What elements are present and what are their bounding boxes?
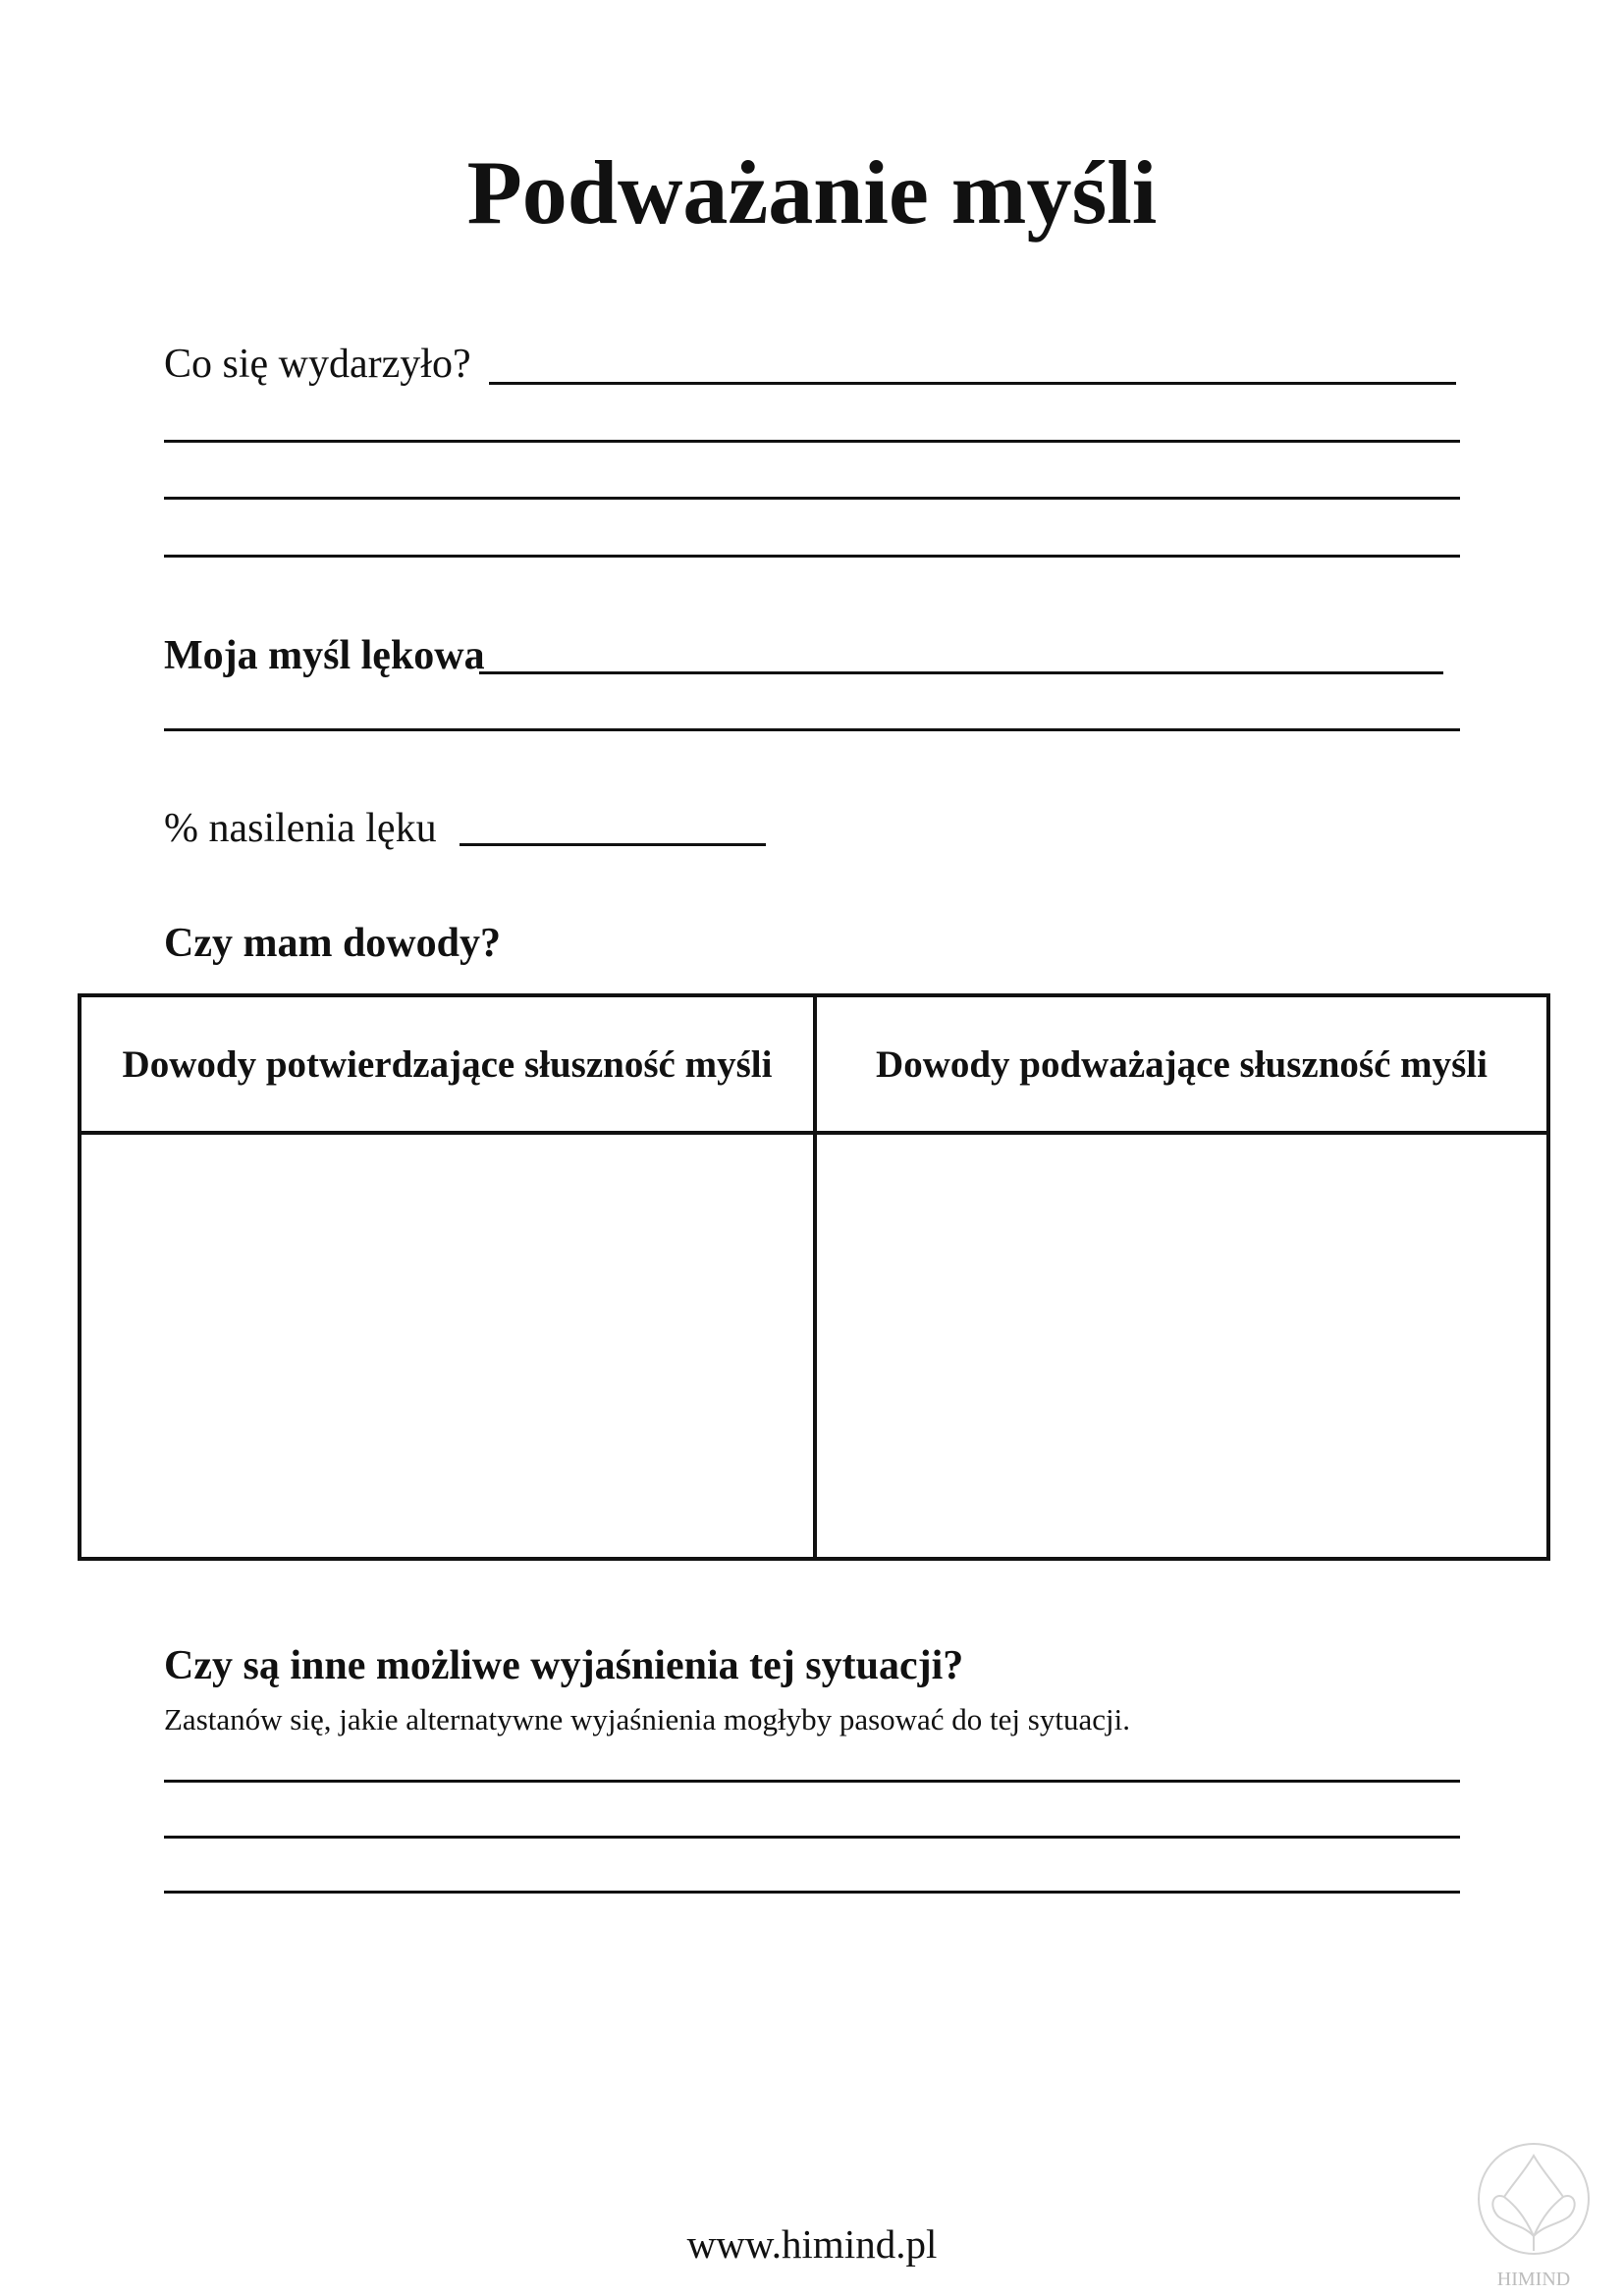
- alternatives-heading: Czy są inne możliwe wyjaśnienia tej sytuacji?: [164, 1643, 964, 1688]
- supporting-evidence-cell[interactable]: [81, 1135, 813, 1557]
- event-input-line-4[interactable]: [164, 555, 1460, 558]
- event-input-line-1[interactable]: [489, 382, 1456, 385]
- alternatives-input-line-3[interactable]: [164, 1891, 1460, 1894]
- alternatives-input-line-2[interactable]: [164, 1836, 1460, 1839]
- footer-url: www.himind.pl: [686, 2221, 938, 2267]
- evidence-heading: Czy mam dowody?: [164, 921, 501, 966]
- event-input-line-2[interactable]: [164, 440, 1460, 443]
- himind-logo: [1475, 2128, 1593, 2290]
- alternatives-subtext: Zastanów się, jakie alternatywne wyjaśnienia mogłyby pasować do tej sytuacji.: [164, 1702, 1130, 1736]
- page-title: Podważanie myśli: [466, 142, 1158, 242]
- evidence-table: [78, 993, 1550, 1561]
- anxious-thought-input-line-2[interactable]: [164, 728, 1460, 731]
- column-header-supporting: Dowody potwierdzające słuszność myśli: [122, 1042, 773, 1086]
- anxious-thought-input-line-1[interactable]: [479, 671, 1443, 674]
- column-header-refuting: Dowody podważające słuszność myśli: [876, 1042, 1488, 1086]
- logo-text: HIMIND: [1496, 2269, 1571, 2290]
- anxious-thought-label: Moja myśl lękowa: [164, 633, 485, 678]
- event-input-line-3[interactable]: [164, 497, 1460, 500]
- anxiety-intensity-input-line[interactable]: [460, 843, 766, 846]
- event-label: Co się wydarzyło?: [164, 342, 471, 387]
- anxiety-intensity-label: % nasilenia lęku: [164, 806, 437, 851]
- alternatives-input-line-1[interactable]: [164, 1780, 1460, 1783]
- refuting-evidence-cell[interactable]: [817, 1135, 1546, 1557]
